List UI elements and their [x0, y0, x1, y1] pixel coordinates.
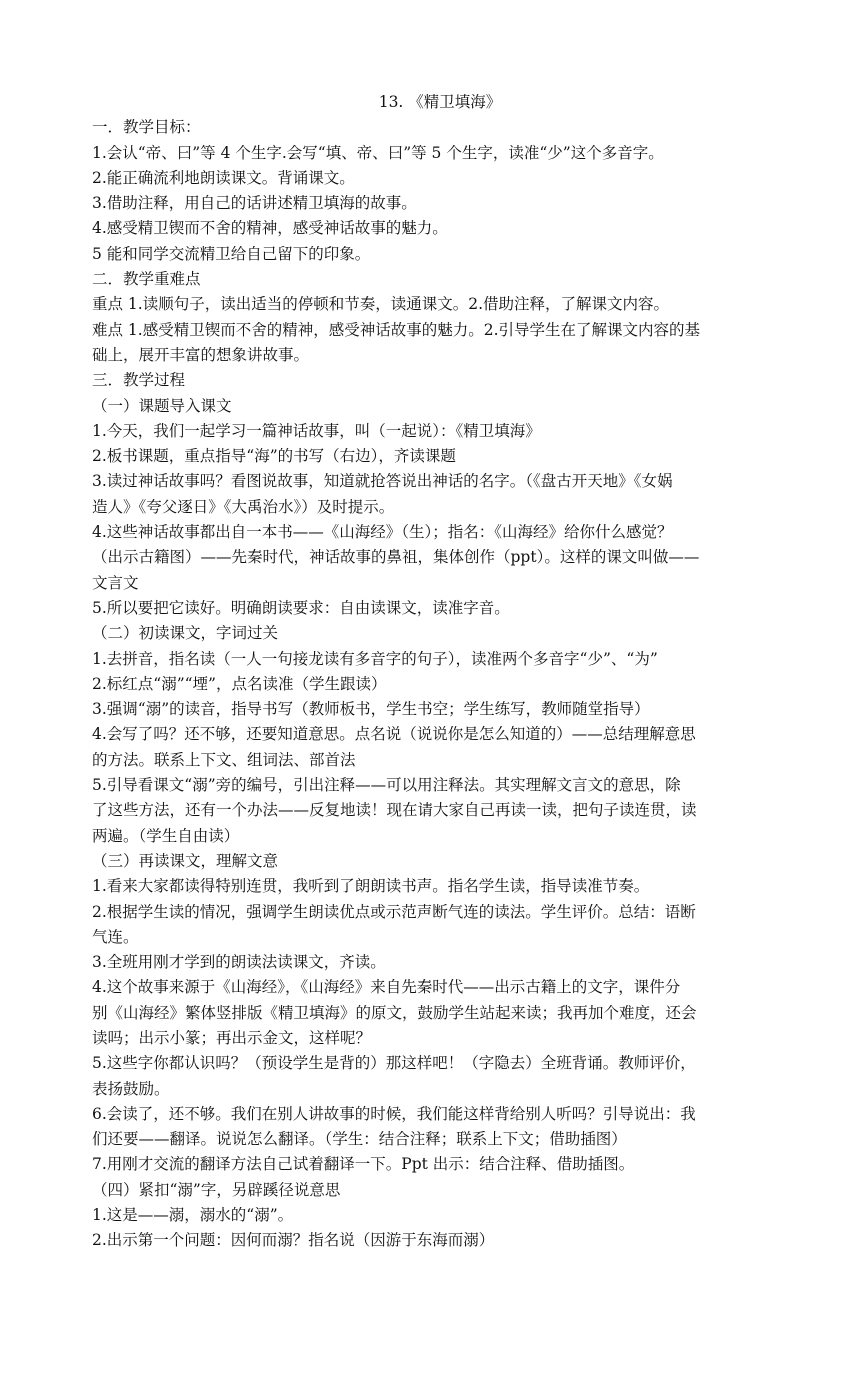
- body-line: 气连。: [92, 927, 139, 946]
- body-line: 1.这是——溺，溺水的“溺”。: [92, 1206, 294, 1225]
- key-points-line: 重点 1.读顺句子，读出适当的停顿和节奏，读通课文。2.借助注释，了解课文内容。: [92, 295, 670, 314]
- section-heading-objectives: 一．教学目标：: [92, 118, 201, 137]
- body-line: 4.这些神话故事都出自一本书——《山海经》（生）；指名：《山海经》给你什么感觉？: [92, 523, 673, 542]
- body-line: 2.标红点“溺”“堙”，点名读准（学生跟读）: [92, 674, 387, 693]
- document-page: [92, 90, 770, 1254]
- body-line: 3.读过神话故事吗？看图说故事，知道就抢答说出神话的名字。（《盘古开天地》《女娲: [92, 472, 673, 491]
- body-line: 读吗；出示小篆；再出示金文，这样呢？: [92, 1028, 372, 1047]
- body-line: 2.根据学生读的情况，强调学生朗读优点或示范声断气连的读法。学生评价。总结：语断: [92, 902, 696, 921]
- objective-2: 2.能正确流利地朗读课文。背诵课文。: [92, 168, 355, 187]
- subsection-heading-1: （一）课题导入课文: [92, 396, 232, 415]
- body-line: 表扬鼓励。: [92, 1079, 170, 1098]
- difficult-points-line: 础上，展开丰富的想象讲故事。: [92, 345, 310, 364]
- body-line: 2.板书课题，重点指导“海”的书写（右边），齐读课题: [92, 447, 456, 466]
- objective-3: 3.借助注释，用自己的话讲述精卫填海的故事。: [92, 194, 417, 213]
- difficult-points-line: 难点 1.感受精卫锲而不舍的精神，感受神话故事的魅力。2.引导学生在了解课文内容的基: [92, 320, 701, 339]
- objective-1: 1.会认“帝、曰”等 4 个生字.会写“填、帝、曰”等 5 个生字，读准“少”这个多音字。: [92, 143, 664, 162]
- body-line: 1.去拼音，指名读（一人一句接龙读有多音字的句子），读准两个多音字“少”、“为”: [92, 649, 658, 668]
- body-line: 造人》《夸父逐日》《大禹治水》）及时提示。: [92, 497, 395, 516]
- subsection-heading-2: （二）初读课文，字词过关: [92, 624, 279, 643]
- body-line: 3.强调“溺”的读音，指导书写（教师板书，学生书空；学生练写，教师随堂指导）: [92, 700, 650, 719]
- body-line: 3.全班用刚才学到的朗读法读课文，齐读。: [92, 953, 386, 972]
- body-line: 别《山海经》繁体竖排版《精卫填海》的原文，鼓励学生站起来读；我再加个难度，还会: [92, 1003, 697, 1022]
- body-line: 文言文: [92, 573, 139, 592]
- body-line: 们还要——翻译。说说怎么翻译。（学生：结合注释；联系上下文；借助插图）: [92, 1130, 627, 1149]
- objective-5: 5 能和同学交流精卫给自己留下的印象。: [92, 244, 371, 263]
- body-line: 4.这个故事来源于《山海经》，《山海经》来自先秦时代——出示古籍上的文字，课件分: [92, 978, 681, 997]
- body-line: 两遍。（学生自由读）: [92, 826, 240, 845]
- body-line: 4.会写了吗？还不够，还要知道意思。点名说（说说你是怎么知道的）——总结理解意思: [92, 725, 696, 744]
- body-line: 5.这些字你都认识吗？（预设学生是背的）那这样吧！（字隐去）全班背诵。教师评价，: [92, 1054, 696, 1073]
- body-line: 2.出示第一个问题：因何而溺？指名说（因游于东海而溺）: [92, 1231, 495, 1250]
- body-line: 的方法。联系上下文、组词法、部首法: [92, 750, 356, 769]
- body-line: （出示古籍图）——先秦时代，神话故事的鼻祖，集体创作（ppt）。这样的课文叫做——: [92, 548, 700, 567]
- body-line: 1.今天，我们一起学习一篇神话故事，叫（一起说）：《精卫填海》: [92, 421, 541, 440]
- section-heading-process: 三．教学过程: [92, 371, 186, 390]
- subsection-heading-3: （三）再读课文，理解文意: [92, 851, 279, 870]
- subsection-heading-4: （四）紧扣“溺”字，另辟蹊径说意思: [92, 1180, 341, 1199]
- section-heading-key-points: 二．教学重难点: [92, 270, 201, 289]
- body-line: 6.会读了，还不够。我们在别人讲故事的时候，我们能这样背给别人听吗？引导说出：我: [92, 1104, 696, 1123]
- body-line: 1.看来大家都读得特别连贯，我听到了朗朗读书声。指名学生读，指导读准节奏。: [92, 877, 650, 896]
- document-title: 13. 《精卫填海》: [378, 93, 502, 111]
- document-body: [92, 115, 770, 1253]
- body-line: 5.引导看课文“溺”旁的编号，引出注释——可以用注释法。其实理解文言文的意思，除: [92, 776, 681, 795]
- objective-4: 4.感受精卫锲而不舍的精神，感受神话故事的魅力。: [92, 219, 448, 238]
- body-line: 7.用刚才交流的翻译方法自己试着翻译一下。Ppt 出示：结合注释、借助插图。: [92, 1155, 635, 1174]
- body-line: 5.所以要把它读好。明确朗读要求：自由读课文，读准字音。: [92, 598, 510, 617]
- body-line: 了这些方法，还有一个办法——反复地读！现在请大家自己再读一读，把句子读连贯，读: [92, 801, 697, 820]
